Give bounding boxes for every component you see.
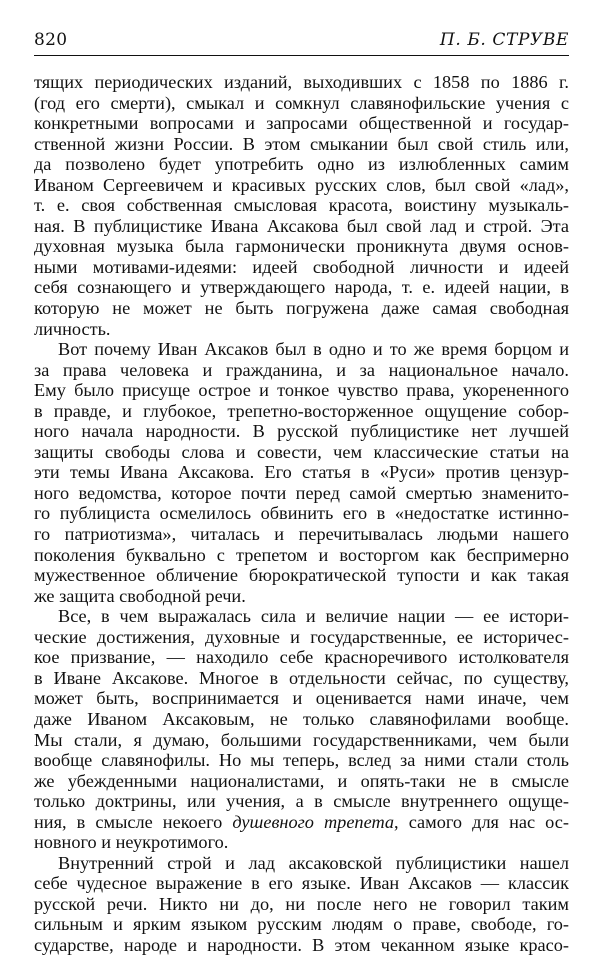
text-line: только доктрины, или учения, а в смысле внутреннего ощуще- — [34, 791, 569, 812]
text-line: сударстве, народе и народности. В этом чеканном языке красо- — [34, 934, 569, 955]
text-line: себе чудесное выражение в его языке. Иван Аксаков — классик — [34, 873, 569, 894]
text-line: ческие достижения, духовные и государственные, ее историчес- — [34, 626, 569, 647]
text-line: ная. В публицистике Ивана Аксакова был свой лад и строй. Эта — [34, 215, 569, 236]
text-line: мужественное обличение бюрократической тупости и как такая — [34, 565, 569, 586]
italic-emphasis: душевного трепета — [232, 811, 395, 832]
text-line: эти темы Ивана Аксакова. Его статья в «Руси» против цензур- — [34, 462, 569, 483]
text-line: Ему было присуще острое и тонкое чувство права, укорененного — [34, 380, 569, 401]
text-line: ными мотивами-идеями: идеей свободной личности и идеей — [34, 256, 569, 277]
text-line: русской речи. Никто ни до, ни после него не говорил таким — [34, 893, 569, 914]
text-line: тящих периодических изданий, выходивших с 1858 по 1886 г. — [34, 72, 569, 92]
paragraph-4 — [34, 853, 569, 956]
text-line-with-emphasis — [34, 812, 569, 833]
text-line: себя сознающего и утверждающего народа, т. е. идеей нации, в — [34, 277, 569, 298]
page-header — [34, 30, 569, 56]
text-line: сильным и ярким языком русским людям о праве, свободе, го- — [34, 914, 569, 935]
text-line: поколения буквально с трепетом и восторгом как беспримерно — [34, 544, 569, 565]
text-line: конкретными вопросами и запросами общественной и государ- — [34, 113, 569, 134]
text-line: да позволено будет употребить одно из излюбленных самим — [34, 154, 569, 175]
header-rule — [34, 55, 569, 56]
text-line: ного начала народности. В русской публицистике нет лучшей — [34, 421, 569, 442]
paragraph-1 — [34, 72, 569, 339]
text-line: даже Иваном Аксаковым, не только славянофилами вообще. — [34, 708, 569, 729]
running-head-author: П. Б. СТРУВЕ — [439, 30, 569, 50]
text-line: го патриотизма», читалась и перечитывалась людьми нашего — [34, 524, 569, 545]
text-line: которую не может не быть погружена даже самая свободная — [34, 298, 569, 319]
text-segment: ния, в смысле некоего — [34, 811, 233, 832]
text-line: за права человека и гражданина, и за национальное начало. — [34, 359, 569, 380]
text-line: в правде, и глубокое, трепетно-восторженное ощущение собор- — [34, 400, 569, 421]
text-line: защиты свободы слова и совести, чем классические статьи на — [34, 441, 569, 462]
text-line: в Иване Аксакове. Многое в отдельности сейчас, по существу, — [34, 667, 569, 688]
text-line: (год его смерти), смыкал и сомкнул славянофильские учения с — [34, 92, 569, 113]
paragraph-2 — [34, 339, 569, 606]
text-line: ного ведомства, которое почти перед самой смертью знаменито- — [34, 482, 569, 503]
text-line: т. е. своя собственная смысловая красота, воистину музыкаль- — [34, 195, 569, 216]
text-segment: , самого для нас ос- — [394, 811, 569, 832]
text-line: же убежденными националистами, и опять-таки не в смысле — [34, 770, 569, 791]
text-line: кое призвание, — находило себе красноречивого истолкователя — [34, 647, 569, 668]
page-number: 820 — [34, 30, 68, 50]
text-line: личность. — [34, 318, 111, 339]
text-line: Все, в чем выражалась сила и величие нации — ее истори- — [58, 606, 569, 627]
text-line: новного и неукротимого. — [34, 832, 229, 853]
text-line: может быть, воспринимается и оценивается нами иначе, чем — [34, 688, 569, 709]
text-line: вообще славянофилы. Но мы теперь, вслед за ними стали столь — [34, 750, 569, 771]
body-text — [34, 72, 569, 956]
text-line: духовная музыка была гармонически проникнута двумя основ- — [34, 236, 569, 257]
text-line: го публициста осмелилось обвинить его в «недостатке истинно- — [34, 503, 569, 524]
text-line: Вот почему Иван Аксаков был в одно и то же время борцом и — [58, 339, 569, 360]
paragraph-3 — [34, 606, 569, 853]
text-line: Иваном Сергеевичем и красивых русских слов, был свой «лад», — [34, 174, 569, 195]
text-line: же защита свободной речи. — [34, 585, 246, 606]
text-line: ственной жизни России. В этом смыкании был свой стиль или, — [34, 133, 569, 154]
text-line: Мы стали, я думаю, большими государственниками, чем были — [34, 729, 569, 750]
text-line: Внутренний строй и лад аксаковской публицистики нашел — [58, 852, 569, 873]
